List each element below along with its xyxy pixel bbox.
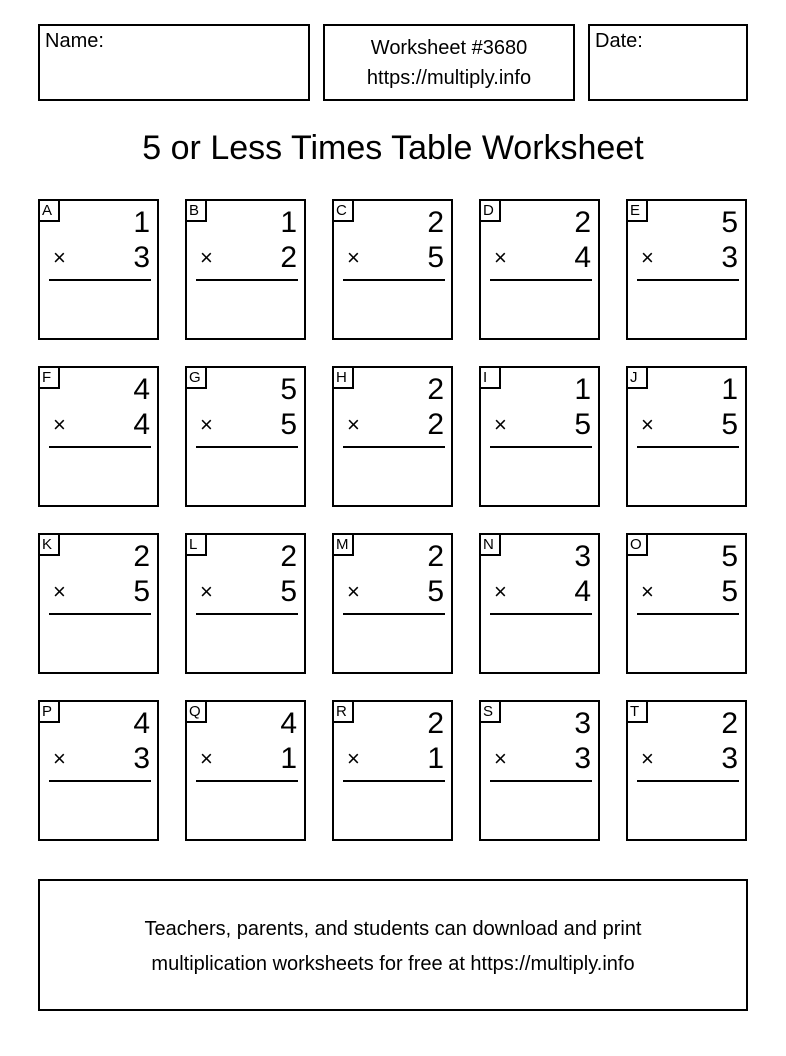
problem-card (479, 533, 600, 674)
multiply-symbol: × (347, 245, 360, 270)
problem-label: M (334, 535, 354, 556)
multiply-symbol: × (200, 579, 213, 604)
problem-label: T (628, 702, 648, 723)
footer-text (40, 912, 746, 982)
problem-card (38, 533, 159, 674)
multiply-symbol: × (200, 245, 213, 270)
problem-label: P (40, 702, 60, 723)
problem-card (479, 366, 600, 507)
name-label: Name: (45, 30, 104, 52)
answer-line (196, 446, 298, 448)
problem-card (626, 700, 747, 841)
answer-line (196, 279, 298, 281)
multiplicand: 1 (574, 373, 591, 406)
problem-card (185, 700, 306, 841)
multiplicand: 2 (574, 206, 591, 239)
multiplier: 3 (133, 742, 150, 775)
multiplicand: 5 (721, 540, 738, 573)
multiplicand: 1 (280, 206, 297, 239)
multiplier: 2 (427, 408, 444, 441)
multiplicand: 2 (427, 206, 444, 239)
footer-line-2: multiplication worksheets for free at https://multiply.info (151, 953, 635, 975)
answer-line (196, 613, 298, 615)
multiplier: 2 (280, 241, 297, 274)
answer-line (637, 446, 739, 448)
answer-line (49, 613, 151, 615)
multiplicand: 2 (280, 540, 297, 573)
multiplier: 5 (721, 408, 738, 441)
multiplier: 5 (574, 408, 591, 441)
problem-card (332, 199, 453, 340)
multiplier: 5 (721, 575, 738, 608)
problem-card (626, 533, 747, 674)
multiplier: 5 (427, 241, 444, 274)
answer-line (490, 780, 592, 782)
problem-label: Q (187, 702, 207, 723)
footer-line-1: Teachers, parents, and students can download and print (144, 918, 642, 940)
date-field-box (588, 24, 748, 101)
multiply-symbol: × (200, 746, 213, 771)
answer-line (343, 613, 445, 615)
footer-box (38, 879, 748, 1011)
multiplicand: 5 (280, 373, 297, 406)
date-label: Date: (595, 30, 643, 52)
name-field-box (38, 24, 310, 101)
answer-line (49, 446, 151, 448)
multiplier: 4 (574, 575, 591, 608)
multiplicand: 4 (133, 373, 150, 406)
multiplier: 4 (133, 408, 150, 441)
worksheet-number: Worksheet #3680 (370, 37, 528, 59)
multiply-symbol: × (494, 746, 507, 771)
multiplicand: 2 (427, 707, 444, 740)
answer-line (637, 780, 739, 782)
answer-line (490, 613, 592, 615)
multiplier: 3 (721, 241, 738, 274)
problem-card (626, 366, 747, 507)
multiplicand: 1 (721, 373, 738, 406)
multiplier: 3 (574, 742, 591, 775)
problem-label: D (481, 201, 501, 222)
multiply-symbol: × (641, 579, 654, 604)
problem-card (332, 700, 453, 841)
problem-card (479, 700, 600, 841)
problem-card (38, 700, 159, 841)
problem-label: J (628, 368, 648, 389)
answer-line (49, 279, 151, 281)
problem-label: L (187, 535, 207, 556)
problem-label: R (334, 702, 354, 723)
problem-label: H (334, 368, 354, 389)
problem-card (332, 366, 453, 507)
multiplicand: 2 (427, 540, 444, 573)
multiplicand: 2 (721, 707, 738, 740)
worksheet-info-box (323, 24, 575, 101)
multiply-symbol: × (641, 746, 654, 771)
problem-card (185, 533, 306, 674)
multiplicand: 5 (721, 206, 738, 239)
multiplier: 5 (133, 575, 150, 608)
problem-label: G (187, 368, 207, 389)
problem-label: F (40, 368, 60, 389)
problem-card (332, 533, 453, 674)
multiply-symbol: × (347, 412, 360, 437)
problem-label: B (187, 201, 207, 222)
problem-label: K (40, 535, 60, 556)
answer-line (343, 446, 445, 448)
multiplier: 3 (133, 241, 150, 274)
multiplier: 5 (280, 575, 297, 608)
problem-label: I (481, 368, 501, 389)
multiply-symbol: × (494, 412, 507, 437)
problem-card (479, 199, 600, 340)
problem-label: S (481, 702, 501, 723)
answer-line (637, 613, 739, 615)
answer-line (490, 279, 592, 281)
page-title: 5 or Less Times Table Worksheet (142, 129, 644, 167)
answer-line (343, 279, 445, 281)
multiplicand: 2 (133, 540, 150, 573)
problem-card (38, 366, 159, 507)
multiplicand: 4 (133, 707, 150, 740)
multiply-symbol: × (53, 412, 66, 437)
multiply-symbol: × (200, 412, 213, 437)
multiplier: 5 (427, 575, 444, 608)
multiplicand: 2 (427, 373, 444, 406)
problem-card (38, 199, 159, 340)
problem-label: E (628, 201, 648, 222)
multiplier: 3 (721, 742, 738, 775)
answer-line (490, 446, 592, 448)
answer-line (637, 279, 739, 281)
multiplicand: 3 (574, 540, 591, 573)
multiplier: 1 (280, 742, 297, 775)
multiply-symbol: × (494, 245, 507, 270)
multiply-symbol: × (641, 412, 654, 437)
multiply-symbol: × (53, 245, 66, 270)
multiply-symbol: × (641, 245, 654, 270)
multiply-symbol: × (494, 579, 507, 604)
answer-line (196, 780, 298, 782)
problem-card (185, 366, 306, 507)
answer-line (49, 780, 151, 782)
problem-label: O (628, 535, 648, 556)
multiplier: 5 (280, 408, 297, 441)
problem-label: A (40, 201, 60, 222)
multiplier: 4 (574, 241, 591, 274)
problem-card (185, 199, 306, 340)
multiply-symbol: × (347, 746, 360, 771)
multiply-symbol: × (53, 746, 66, 771)
multiply-symbol: × (347, 579, 360, 604)
multiply-symbol: × (53, 579, 66, 604)
multiplicand: 1 (133, 206, 150, 239)
problem-label: N (481, 535, 501, 556)
multiplier: 1 (427, 742, 444, 775)
multiplicand: 3 (574, 707, 591, 740)
multiplicand: 4 (280, 707, 297, 740)
problem-label: C (334, 201, 354, 222)
answer-line (343, 780, 445, 782)
worksheet-url: https://multiply.info (366, 67, 532, 89)
problem-card (626, 199, 747, 340)
